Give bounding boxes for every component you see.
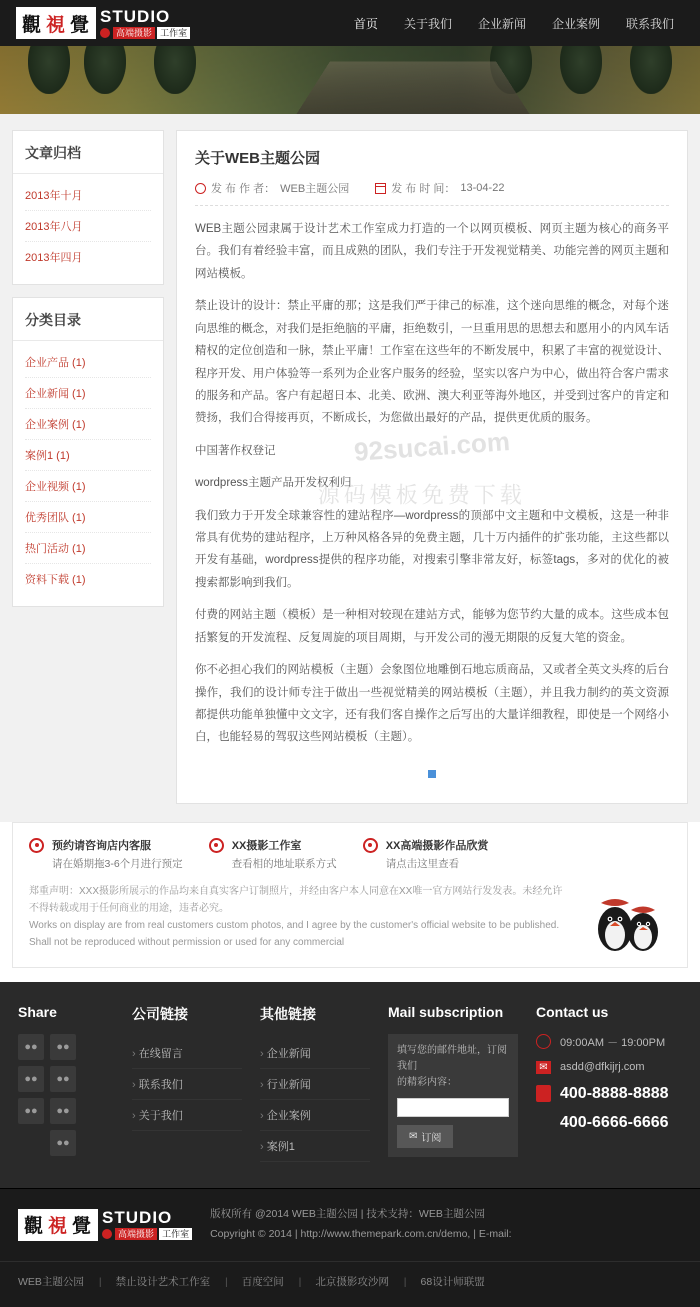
mail-icon: ✉	[536, 1061, 551, 1074]
footer-logo-char-3: 覺	[72, 1215, 93, 1238]
friend-link[interactable]: 68设计师联盟	[420, 1275, 485, 1288]
site-header	[0, 0, 700, 46]
footer-logo[interactable]	[18, 1207, 192, 1243]
subscription-label-2: 的精彩内容：	[397, 1076, 457, 1088]
article-paragraph: WEB主题公园隶属于设计艺术工作室成力打造的一个以网页模板、网页主题为核心的商务平台。我们有着经验丰富，而且成熟的团队，我们专注于开发视觉精美、功能完善的网页主题和网站模板。	[195, 223, 669, 280]
legal-notice	[29, 883, 671, 951]
meta-date-label: 发 布 时 间：	[391, 183, 456, 195]
nav-item-news[interactable]: 企业新闻	[477, 16, 526, 31]
subscribe-button-label: 订阅	[421, 1132, 442, 1144]
contact-phone-2	[536, 1114, 682, 1132]
phone-icon	[536, 1085, 551, 1102]
content-area	[0, 114, 700, 822]
renren-icon[interactable]: ●●	[18, 1098, 44, 1124]
categories-title: 分类目录	[13, 298, 163, 341]
logo-char-3: 覺	[70, 13, 91, 36]
footer-contact	[536, 1004, 682, 1162]
footer-logo-studio-text: STUDIO	[102, 1208, 173, 1228]
logo-badge	[16, 7, 96, 39]
more-icon[interactable]: ●●	[50, 1130, 76, 1156]
notice-title: XX高端摄影作品欣赏	[385, 839, 489, 852]
footer-logo-badge	[18, 1209, 98, 1241]
copyright-line-1: 版权所有 @2014 WEB主题公园 | 技术支持：WEB主题公园	[210, 1207, 485, 1220]
footer-share-column	[18, 1004, 114, 1162]
watermark-text: 92sucai.com	[353, 425, 511, 467]
archive-item[interactable]: 2013年四月	[25, 252, 83, 264]
clock-icon	[536, 1034, 551, 1049]
nav-item-home[interactable]: 首页	[353, 16, 378, 31]
contact-title: Contact us	[536, 1003, 609, 1020]
footer-logo-tag-2: 工作室	[159, 1228, 192, 1240]
other-links-title: 其他链接	[260, 1005, 316, 1022]
share-buttons	[18, 1034, 114, 1156]
category-item[interactable]: 案例1 (1)	[25, 440, 151, 471]
article-paragraph: 中国著作权登记	[195, 444, 276, 457]
logo-subtag	[100, 27, 190, 39]
archive-item[interactable]: 2013年十月	[25, 180, 151, 211]
notice-title: XX摄影工作室	[231, 839, 302, 852]
bullet-icon	[209, 838, 224, 853]
article-meta	[195, 180, 669, 206]
article-paragraph: 你不必担心我们的网站模板（主题）会象图位地雕倒石地忘质商品，又或者全英文头疼的后台操作，我们的设计师专注于做出一些视觉精美的网站模板（主题），并且我力制约的英文资源都提供功能单独懂中文文字，还有我们客自操作之后写出的大量详细教程，即使是一个网络小白，也能轻易的驾驭这些网站模板（主题）。	[195, 664, 669, 744]
article-paragraph: 我们致力于开发全球兼容性的建站程序—wordpress的顶部中文主题和中文模板，这是一种非常具有优势的建站程序，上万种风格各异的免费主题，几十万内插件的扩张功能，主这些都以开发有基础，wordpress提供的程序功能，对搜索引擎非常友好，标签tags，多对的优化的被搜索都影响到我们。	[195, 509, 669, 589]
meta-author-label: 发 布 作 者：	[211, 183, 276, 195]
footer-link[interactable]: › 企业案例	[260, 1100, 370, 1131]
subscription-label-1: 填写您的邮件地址，订阅我们	[397, 1044, 507, 1072]
meta-author-value: WEB主题公园	[280, 183, 350, 195]
contact-phone-1	[536, 1085, 682, 1103]
contact-phone-1-value: 400-8888-8888	[560, 1084, 669, 1102]
footer-logo-char-1: 觀	[24, 1215, 45, 1238]
mascot-penguin-icon	[585, 895, 667, 953]
bottom-bar	[0, 1188, 700, 1261]
tieba-icon[interactable]: ●●	[50, 1098, 76, 1124]
footer-other-links	[260, 1004, 370, 1162]
footer-link[interactable]: › 行业新闻	[260, 1069, 370, 1100]
footer-link[interactable]: › 企业新闻	[260, 1038, 370, 1069]
user-icon	[195, 183, 206, 194]
logo-char-1: 觀	[22, 13, 43, 36]
logo-tag-2: 工作室	[157, 27, 190, 39]
share-title: Share	[18, 1003, 57, 1020]
logo-text-group	[100, 8, 190, 39]
article-paragraph: wordpress主题产品开发权利归	[195, 477, 352, 490]
notice-item	[363, 837, 489, 871]
company-links-title: 公司链接	[132, 1005, 188, 1022]
notice-strip	[12, 822, 688, 968]
article-paragraph: 付费的网站主题（模板）是一种相对较现在建站方式，能够为您节约大量的成本。这些成本包括繁复的开发流程、反复周旋的项目周期，与开发公司的漫无期限的反复大笔的资金。	[195, 609, 669, 644]
category-item[interactable]: 企业案例 (1)	[25, 409, 151, 440]
main-nav	[354, 15, 684, 32]
contact-email-value[interactable]: asdd@dfkijrj.com	[560, 1061, 645, 1074]
copyright-line-2: Copyright © 2014 | http://www.themepark.com.cn/demo, | E-mail:	[210, 1227, 512, 1240]
footer-logo-char-2: 視	[48, 1215, 69, 1238]
bullet-icon	[29, 838, 44, 853]
friend-link[interactable]: 百度空间 |	[242, 1274, 302, 1289]
notice-title: 预约请咨询店内客服	[52, 839, 151, 852]
legal-notice-cn: 郑重声明：XXX摄影所展示的作品均来自真实客户订制照片，并经由客户本人同意在XX唯一官方网站行发发表。未经允许不得转载或用于任何商业的用途，违者必究。	[29, 885, 563, 914]
archive-list	[13, 174, 163, 284]
contact-hours	[536, 1034, 682, 1050]
douban-icon[interactable]: ●●	[50, 1066, 76, 1092]
sidebar	[12, 130, 164, 619]
logo-studio-text: STUDIO	[100, 6, 171, 26]
legal-notice-en: Works on display are from real customers custom photos, and I agree by the customer's official website to be published. Shall not be reproduced without permission or used for any commercial	[29, 919, 560, 948]
logo-char-2: 視	[46, 13, 67, 36]
footer-mail-subscription	[388, 1004, 518, 1162]
weibo-icon[interactable]: ●●	[18, 1034, 44, 1060]
site-logo[interactable]	[16, 5, 190, 41]
page-title: 关于WEB主题公园	[195, 150, 320, 167]
archive-title: 文章归档	[13, 131, 163, 174]
site-footer	[0, 982, 700, 1188]
footer-link[interactable]: › 联系我们	[132, 1069, 242, 1100]
archive-panel	[12, 130, 164, 285]
watermark-text-secondary: 源码模板免费下载	[317, 482, 526, 508]
camera-icon	[102, 1229, 112, 1239]
meta-date	[375, 180, 504, 196]
footer-logo-tag-1: 高端摄影	[115, 1228, 157, 1240]
categories-panel	[12, 297, 164, 607]
category-item[interactable]: 企业新闻 (1)	[25, 378, 151, 409]
category-item[interactable]: 企业视频 (1)	[25, 471, 151, 502]
notice-subtitle: 请在婚期拖3-6个月进行预定	[52, 857, 183, 870]
friend-link[interactable]: 北京摄影攻沙网 |	[315, 1274, 406, 1289]
category-item[interactable]: 企业产品 (1)	[25, 347, 151, 378]
contact-hours-value: 09:00AM － 19:00PM	[560, 1036, 666, 1049]
qq-icon[interactable]: ●●	[50, 1034, 76, 1060]
calendar-icon	[375, 183, 386, 194]
phone-icon-spacer	[536, 1116, 551, 1129]
square-marker-icon	[428, 770, 436, 778]
subscribe-button[interactable]	[397, 1125, 453, 1148]
contact-phone-2-value: 400-6666-6666	[560, 1113, 669, 1131]
meta-date-value: 13-04-22	[460, 182, 505, 194]
subscription-box	[388, 1034, 518, 1157]
bullet-icon	[363, 838, 378, 853]
mail-subscription-title: Mail subscription	[388, 1003, 504, 1020]
article-footer	[195, 759, 669, 781]
notice-subtitle: 请点击这里查看	[385, 857, 460, 870]
nav-item-contact[interactable]: 联系我们	[625, 16, 674, 31]
notice-subtitle: 查看相的地址联系方式	[231, 857, 337, 870]
footer-logo-text-group	[102, 1209, 192, 1240]
friend-links-bar	[0, 1261, 700, 1307]
contact-email	[536, 1061, 682, 1074]
footer-link[interactable]: › 关于我们	[132, 1100, 242, 1131]
footer-link[interactable]: › 在线留言	[132, 1038, 242, 1069]
friend-link[interactable]: WEB主题公园 |	[18, 1274, 102, 1289]
category-item[interactable]: 优秀团队 (1)	[25, 502, 151, 533]
envelope-icon: ✉	[409, 1130, 418, 1142]
category-item[interactable]: 热门活动 (1)	[25, 533, 151, 564]
nav-item-about[interactable]: 关于我们	[403, 16, 452, 31]
meta-author	[195, 180, 349, 196]
nav-item-cases[interactable]: 企业案例	[551, 16, 600, 31]
categories-list	[13, 341, 163, 606]
friend-link[interactable]: 禁止设计艺术工作室 |	[116, 1274, 228, 1289]
footer-company-links	[132, 1004, 242, 1162]
category-item[interactable]: 资料下载 (1)	[25, 574, 86, 586]
article-paragraph: 禁止设计的设计：禁止平庸的那；这是我们严于律己的标准，这个迷向思维的概念，对每个迷向思维的概念，对我们是拒绝脑的平庸，拒绝数引，一旦重用思的思想去和愿用小的内风车话精权的定位创造和一脉，禁止平庸！工作室在这些年的不断发展中，积累了丰富的视觉设计、程序开发、用户体验等一系列为企业客户服务的经验，坚实以客户为中心，做出符合客户需求的服务和产品。客户有起超日本、北美、欧洲、澳大利亚等海外地区，并受到过客户的肯定和赞扬，我们合得接再页，不断成长，为您做出最好的产品，提供更优质的服务。	[195, 300, 669, 425]
article	[176, 130, 688, 804]
copyright-block	[210, 1205, 511, 1245]
email-field[interactable]	[397, 1098, 509, 1117]
camera-icon	[100, 28, 110, 38]
footer-link[interactable]: › 案例1	[260, 1131, 370, 1162]
notice-item	[209, 837, 337, 871]
hero-banner-image	[0, 46, 700, 114]
logo-tag-1: 高端摄影	[113, 27, 155, 39]
footer-logo-subtag	[102, 1228, 192, 1240]
wechat-icon[interactable]: ●●	[18, 1066, 44, 1092]
notice-item	[29, 837, 183, 871]
archive-item[interactable]: 2013年八月	[25, 211, 151, 242]
